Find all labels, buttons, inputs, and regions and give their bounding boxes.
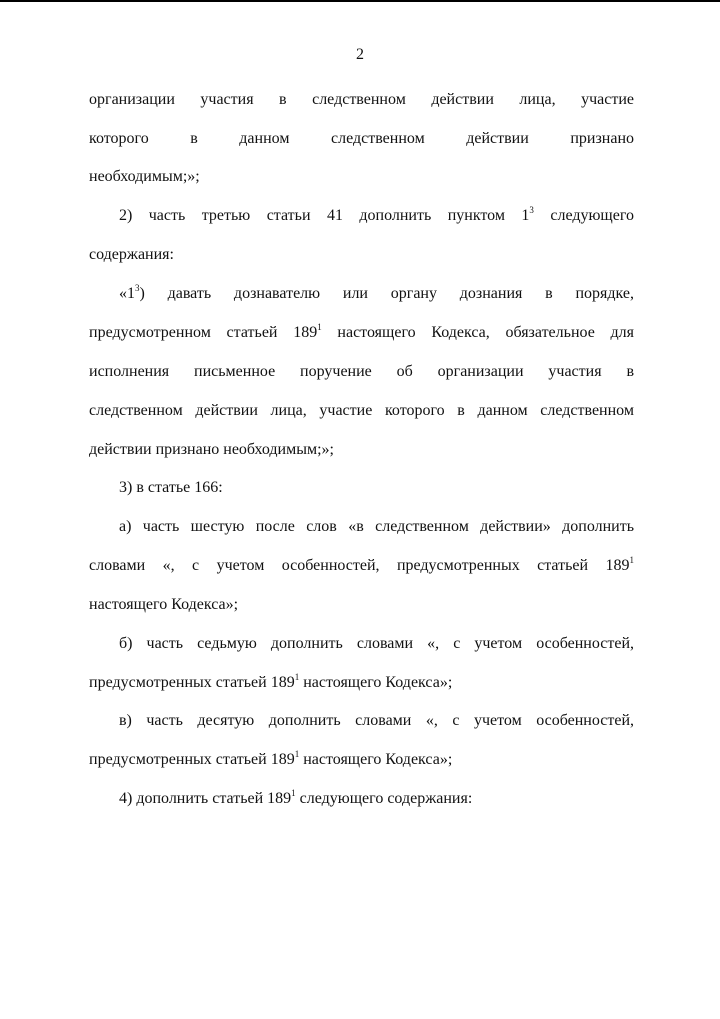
text-run: следующего содержания:	[295, 790, 473, 807]
text-run: предусмотренных статьей 189	[89, 751, 295, 768]
text-line: действии признано необходимым;»;	[89, 441, 334, 458]
text-run: «1	[119, 285, 135, 302]
superscript: 3	[529, 205, 534, 215]
text-line: необходимым;»;	[89, 168, 200, 185]
text-run: предусмотренных статьей 189	[89, 674, 295, 691]
text-run: ) давать дознавателю или органу дознания в порядке,	[139, 285, 634, 302]
text-line: а) часть шестую после слов «в следственном действии» дополнить	[119, 518, 634, 535]
text-line: следственном действии лица, участие которого в данном следственном	[89, 402, 634, 419]
text-line	[119, 789, 634, 809]
text-run: 2) часть третью статьи 41 дополнить пунктом 1	[119, 207, 530, 224]
superscript: 1	[294, 672, 300, 682]
text-line: исполнения письменное поручение об организации участия в	[89, 363, 634, 380]
text-line	[89, 556, 634, 576]
text-line	[89, 673, 634, 693]
text-run: предусмотренном статьей 189	[89, 324, 318, 341]
text-line	[119, 206, 634, 226]
text-line: содержания:	[89, 246, 174, 263]
superscript: 1	[294, 749, 300, 759]
text-run: настоящего Кодекса, обязательное для	[321, 324, 634, 341]
text-line	[119, 284, 634, 304]
text-run: словами «, с учетом особенностей, предусмотренных статьей 189	[89, 557, 630, 574]
text-run: следующего	[533, 207, 635, 224]
superscript: 1	[629, 555, 634, 565]
text-line: 3) в статье 166:	[119, 479, 223, 496]
text-line	[89, 750, 634, 770]
text-line: организации участия в следственном действии лица, участие	[89, 91, 634, 108]
text-line: б) часть седьмую дополнить словами «, с учетом особенностей,	[119, 635, 634, 652]
text-run: настоящего Кодекса»;	[299, 674, 453, 691]
page-top-border	[0, 0, 720, 2]
text-line	[89, 323, 634, 343]
text-run: 4) дополнить статьей 189	[119, 790, 292, 807]
page-number: 2	[356, 46, 364, 63]
superscript: 1	[291, 788, 296, 798]
text-line: в) часть десятую дополнить словами «, с учетом особенностей,	[119, 712, 634, 729]
text-line: которого в данном следственном действии признано	[89, 130, 634, 147]
superscript: 1	[317, 322, 322, 332]
text-run: настоящего Кодекса»;	[299, 751, 453, 768]
superscript: 3	[135, 283, 140, 293]
text-line: настоящего Кодекса»;	[89, 596, 239, 613]
